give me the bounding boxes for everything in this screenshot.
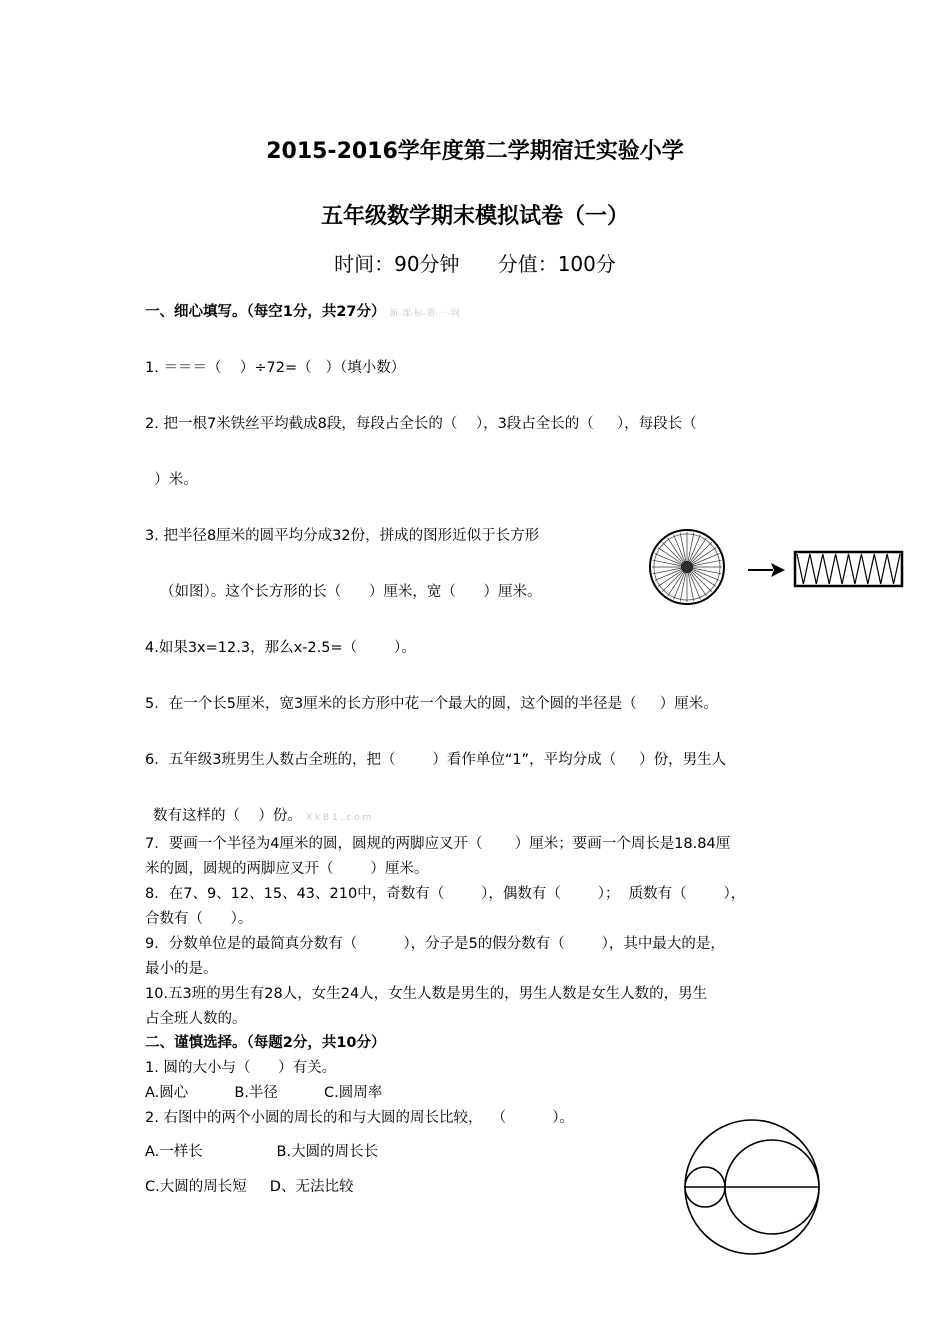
sector-line xyxy=(662,542,687,567)
question-5: 5．在一个长5厘米，宽3厘米的长方形中花一个最大的圆，这个圆的半径是（ ）厘米。 xyxy=(145,696,718,712)
section1-heading: 一、细心填写。（每空1分，共27分） 新-课-标-第-一-网 xyxy=(145,304,460,320)
question-8-line2: 合数有（ ）。 xyxy=(145,911,253,927)
question-2-line2: ）米。 xyxy=(145,472,198,488)
sector-line xyxy=(687,542,712,567)
exam-subtitle: 时间：90分钟 分值：100分 xyxy=(334,252,616,276)
section2-heading: 二、谨慎选择。（每题2分，共10分） xyxy=(145,1035,386,1051)
three-circles-figure xyxy=(680,1115,825,1260)
question-6-line1: 6．五年级3班男生人数占全班的，把（ ）看作单位“1”，平均分成（ ）份，男生人 xyxy=(145,752,727,768)
choice-question-1-options: A.圆心 B.半径 C.圆周率 xyxy=(145,1085,383,1101)
choice-question-1: 1. 圆的大小与（ ）有关。 xyxy=(145,1060,337,1076)
exam-title-line1: 2015-2016学年度第二学期宿迁实验小学 xyxy=(266,139,684,164)
exam-title-line2: 五年级数学期末模拟试卷（一） xyxy=(320,204,629,229)
question-2-line1: 2. 把一根7米铁丝平均截成8段，每段占全长的（ ），3段占全长的（ ），每段长（ xyxy=(145,416,697,432)
question-10-line1: 10.五3班的男生有28人，女生24人，女生人数是男生的，男生人数是女生人数的，男生 xyxy=(145,986,708,1002)
watermark: 新-课-标-第-一-网 xyxy=(389,309,460,319)
question-10-line2: 占全班人数的。 xyxy=(145,1011,247,1027)
choice-question-2-options-b: C.大圆的周长短 D、无法比较 xyxy=(145,1179,354,1195)
question-7-line2: 米的圆，圆规的两脚应叉开（ ）厘米。 xyxy=(145,861,429,877)
circle-to-rectangle-figure xyxy=(645,525,915,615)
choice-question-2-options-a: A.一样长 B.大圆的周长长 xyxy=(145,1144,379,1160)
watermark-2: X k B 1 . c o m xyxy=(305,813,372,823)
choice-question-2: 2. 右图中的两个小圆的周长的和与大圆的周长比较， （ ）。 xyxy=(145,1110,575,1126)
arrow-icon xyxy=(748,563,785,577)
question-6-line2: 数有这样的（ ）份。 X k B 1 . c o m xyxy=(153,808,372,824)
sector-line xyxy=(662,567,687,592)
question-3-line1: 3. 把半径8厘米的圆平均分成32份，拼成的图形近似于长方形 xyxy=(145,528,540,544)
sector-line xyxy=(687,567,712,592)
question-9-line1: 9．分数单位是的最简真分数有（ ），分子是5的假分数有（ ），其中最大的是， xyxy=(145,936,725,952)
sector-circle xyxy=(650,530,724,604)
question-3-line2: （如图）。这个长方形的长（ ）厘米，宽（ ）厘米。 xyxy=(160,584,542,600)
question-8-line1: 8．在7、9、12、15、43、210中，奇数有（ ），偶数有（ ）； 质数有（ ）， xyxy=(145,886,746,902)
question-1: 1. ＝＝＝（ ）÷72=（ ）（填小数） xyxy=(145,360,406,376)
question-9-line2: 最小的是。 xyxy=(145,961,218,977)
question-7-line1: 7．要画一个半径为4厘米的圆，圆规的两脚应叉开（ ）厘米；要画一个周长是18.84厘 xyxy=(145,836,731,852)
approx-rectangle xyxy=(795,552,902,586)
question-4: 4.如果3x=12.3，那么x-2.5=（ ）。 xyxy=(145,640,416,656)
